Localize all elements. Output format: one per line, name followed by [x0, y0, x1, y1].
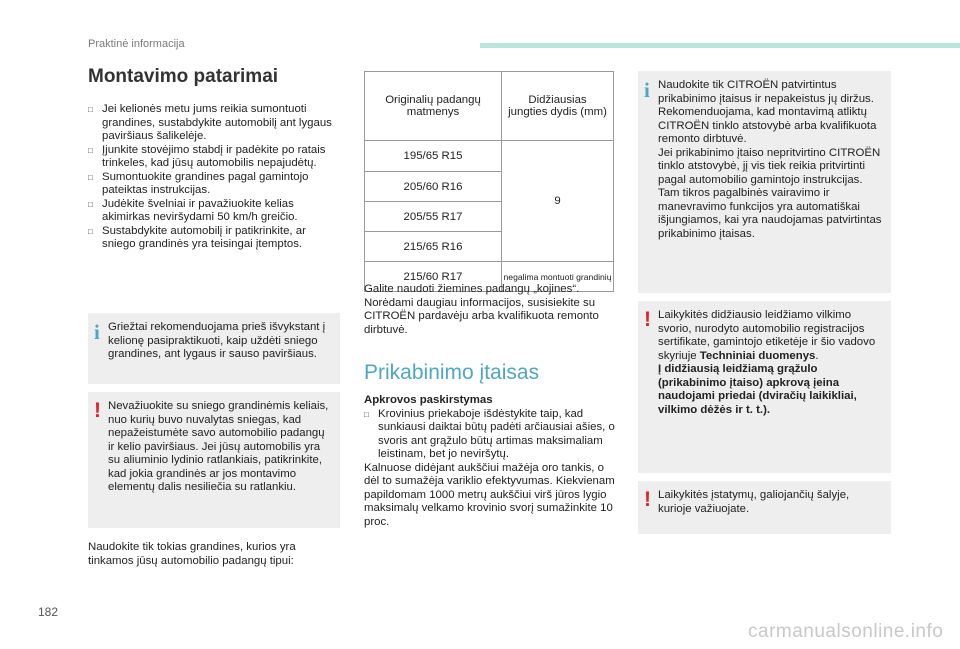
- header-accent-bar: [480, 43, 960, 48]
- bullet-icon: □: [88, 105, 93, 114]
- table-row: [365, 141, 614, 172]
- list-item: □ Jei kelionės metu jums reikia sumontuoti grandines, sustabdykite automobilį ant lygaus paviršiaus šalikelėje.: [88, 103, 332, 142]
- tyre-size-cell: 205/60 R16: [365, 172, 502, 202]
- chains-note: Naudokite tik tokias grandines, kurios yra tinkamos jūsų automobilio padangų tipui:: [88, 541, 296, 567]
- bullet-icon: □: [88, 145, 93, 155]
- warning-icon: !: [94, 399, 101, 422]
- tyre-size-cell: 215/60 R17: [365, 262, 502, 292]
- subheading-load-distribution: Apkrovos paskirstymas: [364, 394, 493, 406]
- column-header: Didžiausias jungties dydis (mm): [502, 72, 614, 141]
- column-header: Originalių padangų matmenys: [365, 72, 502, 141]
- link-size-cell: 9: [502, 141, 614, 262]
- page-title: Montavimo patarimai: [88, 66, 279, 87]
- tyre-size-cell: 215/65 R16: [365, 232, 502, 262]
- tyre-chain-table: [364, 71, 614, 292]
- info-box-practice: i Griežtai rekomenduojama prieš išvykstant į kelionę pasipraktikuoti, kaip uždėti sniego grandines, ant lygaus ir sauso paviršiaus.: [88, 313, 340, 384]
- watermark: carmanualsonline.info: [748, 621, 944, 642]
- warning-emphasis: Į didžiausią leidžiamą grąžulo (prikabinimo įtaiso) apkrovą įeina naudojami priedai (dviračių laikikliai, vilkimo dėžės ir t. t.).: [658, 363, 857, 416]
- warning-box-road-surface: ! Nevažiuokite su sniego grandinėmis keliais, nuo kurių buvo nuvalytas sniegas, kad nepažeistumėte savo automobilio padangų ir kelio paviršiaus. Jei jūsų automobilis yra su aliuminio lydinio ratlankiais, patikrinkite, kad jokia grandinės ar jos montavimo elementų dalis nesiliečia su ratlankiu.: [88, 392, 340, 528]
- list-item: □ Krovinius priekaboje išdėstykite taip, kad sunkiausi daiktai būtų padėti arčiausiai ašies, o svoris ant grąžulo būtų artimas maksimaliam leistinam, bet jo neviršytų.: [364, 407, 615, 460]
- bullet-icon: □: [364, 409, 369, 419]
- warning-box-local-laws: ! Laikykitės įstatymų, galiojančių šalyje, kurioje važiuojate.: [638, 481, 891, 534]
- list-item: □ Judėkite švelniai ir pavažiuokite kelias akimirkas neviršydami 50 km/h greičio.: [88, 197, 298, 223]
- snow-socks-paragraph: Galite naudoti žiemines padangų „kojines“. Norėdami daugiau informacijos, susisiekite su CITROËN pardavėju arba kvalifikuota remonto dirbtuvė.: [364, 283, 599, 336]
- warning-icon: !: [644, 488, 651, 511]
- bullet-icon: □: [88, 172, 93, 182]
- bullet-icon: □: [88, 226, 93, 236]
- warning-box-towing-weight: ! Laikykitės didžiausio leidžiamo vilkimo svorio, nurodyto automobilio registracijos sertifikate, gamintojo etiketėje ir šio vadovo skyriuje Techniniai duomenys. Į didžiausią leidžiamą grąžulo (prikabinimo įtaiso) apkrovą įeina naudojami priedai (dviračių laikikliai, vilkimo dėžės ir t. t.).: [638, 301, 891, 473]
- list-item: □ Įjunkite stovėjimo stabdį ir padėkite po ratais trinkeles, kad jūsų automobilis nepajudėtų.: [88, 143, 326, 169]
- no-chains-cell: negalima montuoti grandinių: [502, 262, 614, 292]
- list-item: □ Sustabdykite automobilį ir patikrinkite, ar sniego grandinės yra teisingai įtemptos.: [88, 224, 306, 250]
- section-title: Praktinė informacija: [88, 38, 185, 50]
- warning-icon: !: [644, 308, 651, 331]
- info-icon: i: [94, 320, 100, 344]
- altitude-paragraph: Kalnuose didėjant aukščiui mažėja oro tankis, o dėl to sumažėja variklio efektyvumas. Kiekvienam papildomam 1000 metrų aukščiui virš jūros lygio maksimalų velkamo krovinio svorį sumažinkite 10 proc.: [364, 461, 615, 528]
- info-box-towbar: i Naudokite tik CITROËN patvirtintus prikabinimo įtaisus ir nepakeistus jų diržus. Rekomenduojama, kad montavimą atliktų CITROËN tinklo atstovybė arba kvalifikuota remonto dirbtuvė. Jei prikabinimo įtaiso nepritvirtino CITROËN tinklo atstovybė, jį vis tiek reikia pritvirtinti pagal automobilio gamintojo instrukcijas. Tam tikros pagalbinės vairavimo ir manevravimo funkcijos yra automatiškai išjungiamos, kai yra naudojamas patvirtintas prikabinimo įtaisas.: [638, 71, 891, 293]
- list-item: □ Sumontuokite grandines pagal gamintojo pateiktas instrukcijas.: [88, 170, 309, 196]
- manual-section-reference: Techniniai duomenys: [699, 349, 816, 362]
- page-number: 182: [38, 605, 59, 619]
- bullet-icon: □: [88, 199, 93, 209]
- tyre-size-cell: 195/65 R15: [365, 141, 502, 172]
- tyre-size-cell: 205/55 R17: [365, 202, 502, 232]
- table-header-row: [365, 72, 614, 141]
- towbar-content: [364, 394, 620, 529]
- warning-text: Laikykitės didžiausio leidžiamo vilkimo svorio, nurodyto automobilio registracijos sertifikate, gamintojo etiketėje ir šio vadovo skyriuje: [658, 309, 876, 362]
- info-icon: i: [644, 78, 650, 102]
- section-heading-towbar: Prikabinimo įtaisas: [364, 361, 540, 384]
- mounting-steps-list: [88, 103, 340, 252]
